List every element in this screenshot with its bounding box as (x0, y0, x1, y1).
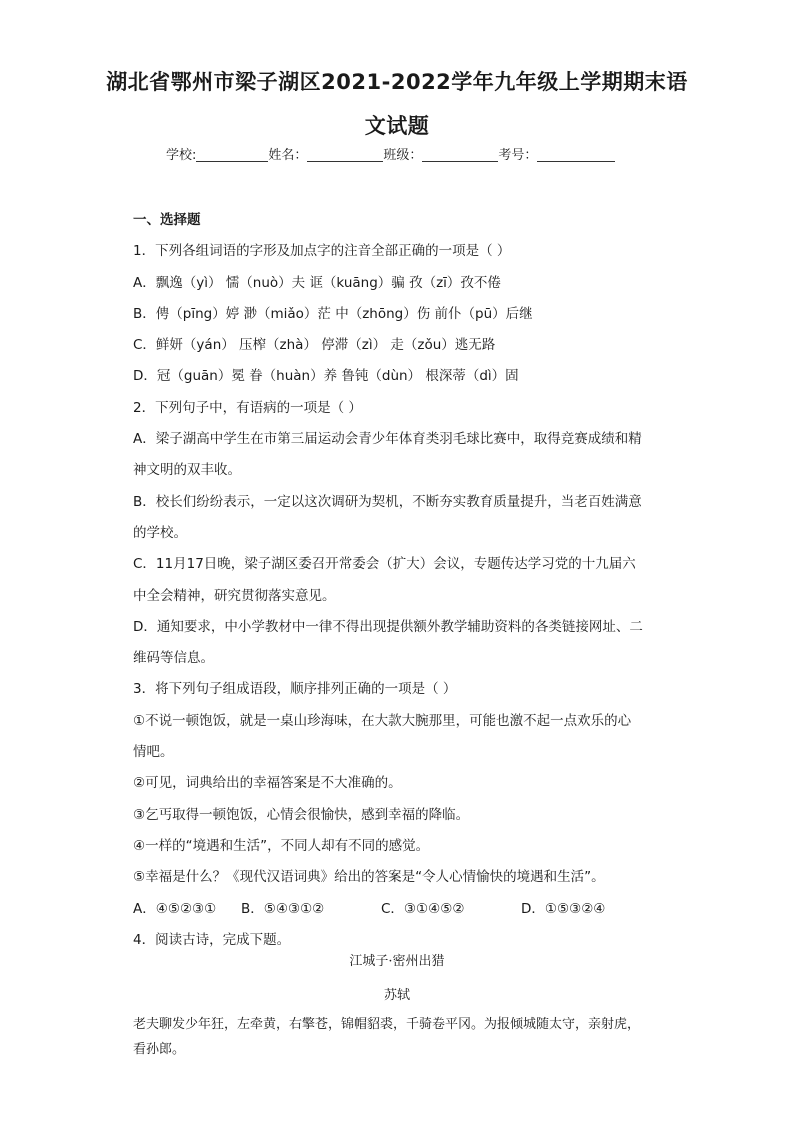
q2-option-b-line2: 的学校。 (133, 524, 187, 541)
q2-stem: 2．下列句子中，有语病的一项是（ ） (133, 399, 362, 416)
page-title-line2: 文试题 (364, 114, 430, 138)
q3-sentence-5: ⑤幸福是什么？《现代汉语词典》给出的答案是“令人心情愉快的境遇和生活”。 (133, 869, 605, 886)
q2-option-a-line2: 神文明的双丰收。 (133, 462, 241, 479)
q4-stem: 4．阅读古诗，完成下题。 (133, 931, 291, 948)
q2-option-a-line1: A．梁子湖高中学生在市第三届运动会青少年体育类羽毛球比赛中，取得竞赛成绩和精 (133, 431, 642, 448)
class-label: 班级： (383, 148, 423, 163)
poem-title: 江城子·密州出猎 (349, 954, 445, 969)
q3-option-c: C．③①④⑤② (381, 900, 465, 917)
q2-option-d-line1: D．通知要求，中小学教材中一律不得出现提供额外教学辅助资料的各类链接网址、二 (133, 618, 643, 635)
section-heading: 一、选择题 (133, 212, 201, 228)
q3-option-a: A．④⑤②③① (133, 900, 217, 917)
q1-option-b: B．俜（pīng）婷 渺（miǎo）茫 中（zhōng）伤 前仆（pū）后继 (133, 305, 533, 322)
q1-option-c: C．鲜妍（yán） 压榨（zhà） 停滞（zì） 走（zǒu）逃无路 (133, 337, 496, 354)
school-label: 学校: (166, 148, 197, 163)
q3-sentence-1-line1: ①不说一顿饱饭，就是一桌山珍海味，在大款大腕那里，可能也激不起一点欢乐的心 (133, 712, 632, 729)
q2-option-c-line1: C．11月17日晚，梁子湖区委召开常委会（扩大）会议，专题传达学习党的十九届六 (133, 556, 636, 573)
poem-line-2: 看孙郎。 (133, 1042, 186, 1057)
id-label: 考号： (498, 148, 538, 163)
poem-author: 苏轼 (383, 988, 410, 1003)
q3-sentence-2: ②可见，词典给出的幸福答案是不大准确的。 (133, 775, 402, 792)
q3-sentence-3: ③乞丐取得一顿饱饭，心情会很愉快，感到幸福的降临。 (133, 806, 470, 823)
poem-body (133, 1012, 663, 1062)
q2-option-c-line2: 中全会精神，研究贯彻落实意见。 (133, 587, 336, 604)
q1-option-d: D．冠（guān）冕 眷（huàn）养 鲁钝（dùn） 根深蒂（dì）固 (133, 368, 519, 385)
q2-option-b-line1: B．校长们纷纷表示，一定以这次调研为契机，不断夯实教育质量提升，当老百姓满意 (133, 493, 642, 510)
q2-option-d-line2: 维码等信息。 (133, 650, 214, 667)
poem-line-1: 老夫聊发少年狂，左牵黄，右擎苍，锦帽貂裘，千骑卷平冈。为报倾城随太守，亲射虎， (133, 1017, 641, 1032)
page-title-line1: 湖北省鄂州市梁子湖区2021-2022学年九年级上学期期末语 (106, 70, 688, 94)
question-content (133, 205, 663, 956)
id-blank (537, 147, 615, 162)
q3-option-d: D．①⑤③②④ (521, 900, 606, 917)
class-blank (422, 147, 498, 162)
q1-option-a: A．飘逸（yì） 懦（nuò）夫 诓（kuāng）骗 孜（zī）孜不倦 (133, 274, 501, 291)
q3-sentence-1-line2: 情吧。 (133, 744, 174, 761)
q3-sentence-4: ④一样的“境遇和生活”，不同人却有不同的感觉。 (133, 837, 430, 854)
q3-option-b: B．⑤④③①② (241, 900, 325, 917)
school-blank (196, 147, 268, 162)
name-label: 姓名： (268, 148, 308, 163)
student-info-row (166, 144, 615, 163)
q3-stem: 3．将下列句子组成语段，顺序排列正确的一项是（ ） (133, 681, 457, 698)
name-blank (307, 147, 383, 162)
q1-stem: 1．下列各组词语的字形及加点字的注音全部正确的一项是（ ） (133, 243, 511, 260)
q3-options (133, 894, 663, 925)
